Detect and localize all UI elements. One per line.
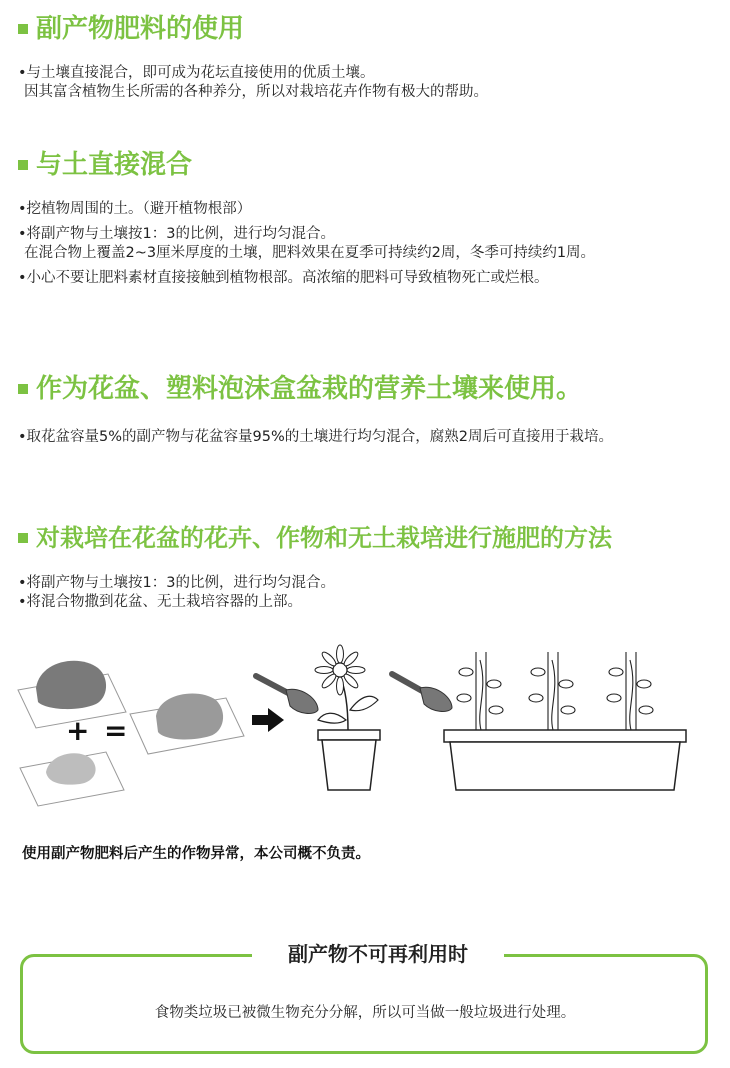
section-3-title: 作为花盆、塑料泡沫盒盆栽的营养土壤来使用。	[36, 374, 583, 404]
section-3-heading	[18, 374, 582, 404]
staked-plant-icon	[607, 652, 653, 730]
planter-box-icon	[444, 730, 686, 790]
plus-sign: +	[66, 714, 90, 747]
section-4-line-2: •将混合物撒到花盆、无土栽培容器的上部。	[18, 594, 303, 610]
section-1-title: 副产物肥料的使用	[36, 14, 245, 44]
section-3-line-1: •取花盆容量5%的副产物与花盆容量95%的土壤进行均匀混合，腐熟2周后可直接用于栽培。	[18, 429, 614, 445]
section-2-line-2: •将副产物与土壤按1：3的比例，进行均匀混合。	[18, 226, 336, 242]
fertilizer-pile-icon	[20, 752, 124, 806]
bullet-square-icon	[18, 384, 28, 394]
section-4-title: 对栽培在花盆的花卉、作物和无土栽培进行施肥的方法	[36, 524, 612, 552]
arrow-right-icon	[252, 708, 284, 732]
notice-title: 副产物不可再利用时	[252, 937, 504, 971]
section-1-heading	[18, 14, 244, 44]
section-1-line-1: •与土壤直接混合，即可成为花坛直接使用的优质土壤。	[18, 65, 375, 81]
section-2-line-1: •挖植物周围的土。（避开植物根部）	[18, 201, 252, 217]
mixed-soil-icon	[130, 693, 244, 754]
flower-pot-icon	[315, 645, 380, 790]
section-1-line-2: 因其富含植物生长所需的各种养分，所以对栽培花卉作物有极大的帮助。	[24, 84, 488, 100]
bullet-square-icon	[18, 533, 28, 543]
equals-sign: =	[104, 714, 128, 747]
notice-text: 食物类垃圾已被微生物充分分解，所以可当做一般垃圾进行处理。	[154, 1005, 576, 1021]
section-4-line-1: •将副产物与土壤按1：3的比例，进行均匀混合。	[18, 575, 336, 591]
section-2-heading	[18, 150, 192, 180]
bullet-square-icon	[18, 160, 28, 170]
bullet-square-icon	[18, 24, 28, 34]
trowel-icon	[392, 674, 452, 711]
section-4-heading	[18, 523, 612, 553]
section-2-body	[18, 200, 595, 288]
disclaimer-text: 使用副产物肥料后产生的作物异常，本公司概不负责。	[22, 846, 370, 862]
section-2-line-3: 在混合物上覆盖2~3厘米厚度的土壤，肥料效果在夏季可持续约2周，冬季可持续约1周。	[24, 245, 596, 261]
section-1-body	[18, 64, 488, 102]
fertilizer-mixing-illustration	[0, 640, 730, 810]
staked-plant-icon	[529, 652, 575, 730]
section-2-title: 与土直接混合	[36, 150, 193, 180]
section-4-body	[18, 574, 335, 612]
trowel-icon	[256, 676, 318, 713]
section-3-body	[18, 428, 613, 447]
staked-plant-icon	[457, 652, 503, 730]
section-2-line-4: •小心不要让肥料素材直接接触到植物根部。高浓缩的肥料可导致植物死亡或烂根。	[18, 270, 549, 286]
